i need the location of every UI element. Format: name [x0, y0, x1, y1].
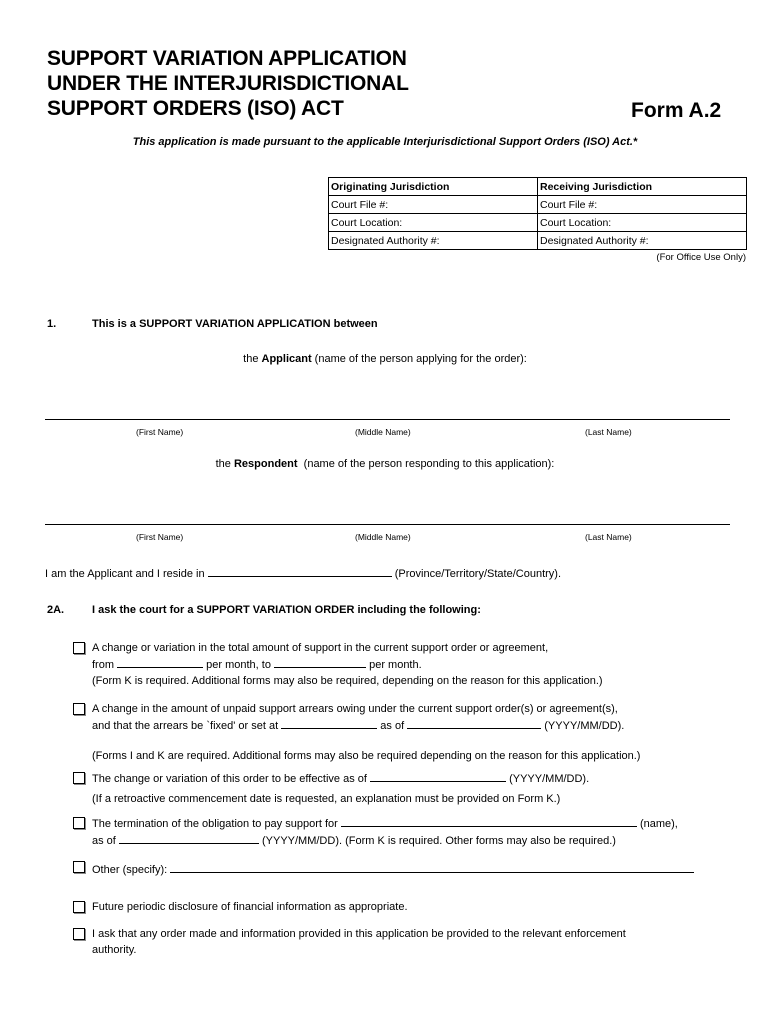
office-use-note: (For Office Use Only)	[656, 252, 746, 263]
respondent-first-name-label: (First Name)	[136, 532, 184, 542]
intro-statement: This application is made pursuant to the applicable Interjurisdictional Support Orders (ISO) Act.*	[132, 136, 638, 148]
change-arrears-note: (Forms I and K are required. Additional forms may also be required depending on the reason for this application.)	[92, 750, 641, 762]
change-arrears-checkbox[interactable]	[73, 703, 85, 715]
applicant-middle-name-label: (Middle Name)	[355, 427, 411, 437]
other-checkbox[interactable]	[73, 861, 85, 873]
respondent-prompt: the Respondent (name of the person responding to this application):	[215, 458, 555, 470]
support-to-field[interactable]	[274, 656, 366, 668]
title-line-3: SUPPORT ORDERS (ISO) ACT	[47, 97, 344, 120]
respondent-middle-name-label: (Middle Name)	[355, 532, 411, 542]
effective-date-option: The change or variation of this order to be effective as of (YYYY/MM/DD). (If a retroactive commencement date is requested, an explanation must be provided on Form K.)	[92, 770, 732, 807]
change-arrears-option: A change in the amount of unpaid support arrears owing under the current support order(s) or agreement(s), and that the arrears be `fixed' or set at as of (YYYY/MM/DD).	[92, 703, 625, 732]
applicant-first-name-label: (First Name)	[136, 427, 184, 437]
enforcement-option: I ask that any order made and information provided in this application be provided to the relevant enforcement authority.	[92, 928, 626, 956]
applicant-last-name-label: (Last Name)	[585, 427, 632, 437]
originating-court-file[interactable]: Court File #:	[329, 196, 538, 214]
originating-court-location[interactable]: Court Location:	[329, 214, 538, 232]
disclosure-option: Future periodic disclosure of financial information as appropriate.	[92, 901, 408, 913]
jurisdiction-table	[328, 177, 747, 250]
section-1-heading: This is a SUPPORT VARIATION APPLICATION between	[92, 318, 378, 330]
termination-checkbox[interactable]	[73, 817, 85, 829]
receiving-court-location[interactable]: Court Location:	[538, 214, 747, 232]
other-specify-field[interactable]	[170, 861, 694, 873]
receiving-heading: Receiving Jurisdiction	[538, 178, 747, 196]
section-2a-number: 2A.	[47, 604, 65, 616]
termination-name-field[interactable]	[341, 815, 637, 827]
section-2a-heading: I ask the court for a SUPPORT VARIATION ORDER including the following:	[92, 604, 481, 616]
effective-date-field[interactable]	[370, 770, 506, 782]
form-title	[47, 46, 607, 121]
change-total-checkbox[interactable]	[73, 642, 85, 654]
other-option: Other (specify):	[92, 861, 732, 878]
applicant-word: Applicant	[261, 353, 312, 365]
arrears-amount-field[interactable]	[281, 717, 377, 729]
title-line-1: SUPPORT VARIATION APPLICATION	[47, 47, 407, 70]
receiving-designated-authority[interactable]: Designated Authority #:	[538, 232, 747, 250]
form-number: Form A.2	[631, 99, 722, 122]
residence-field[interactable]	[208, 565, 392, 577]
termination-date-field[interactable]	[119, 832, 259, 844]
change-total-option: A change or variation in the total amount of support in the current support order or agreement, from per month, to per month. (Form K is required. Additional forms may also be required, depending on the reason for this application.)	[92, 642, 603, 687]
title-line-2: UNDER THE INTERJURISDICTIONAL	[47, 72, 409, 95]
applicant-prompt: the Applicant (name of the person applying for the order):	[243, 353, 527, 365]
enforcement-checkbox[interactable]	[73, 928, 85, 940]
respondent-name-line[interactable]	[45, 524, 730, 525]
disclosure-checkbox[interactable]	[73, 901, 85, 913]
receiving-court-file[interactable]: Court File #:	[538, 196, 747, 214]
support-from-field[interactable]	[117, 656, 203, 668]
originating-heading: Originating Jurisdiction	[329, 178, 538, 196]
termination-option: The termination of the obligation to pay support for (name), as of (YYYY/MM/DD). (Form K is required. Other forms may also be required.)	[92, 815, 732, 849]
residence-statement: I am the Applicant and I reside in (Province/Territory/State/Country).	[45, 565, 561, 580]
section-1-number: 1.	[47, 318, 57, 330]
respondent-word: Respondent	[233, 458, 298, 470]
applicant-name-line[interactable]	[45, 419, 730, 420]
originating-designated-authority[interactable]: Designated Authority #:	[329, 232, 538, 250]
effective-date-checkbox[interactable]	[73, 772, 85, 784]
arrears-date-field[interactable]	[407, 717, 541, 729]
respondent-last-name-label: (Last Name)	[585, 532, 632, 542]
